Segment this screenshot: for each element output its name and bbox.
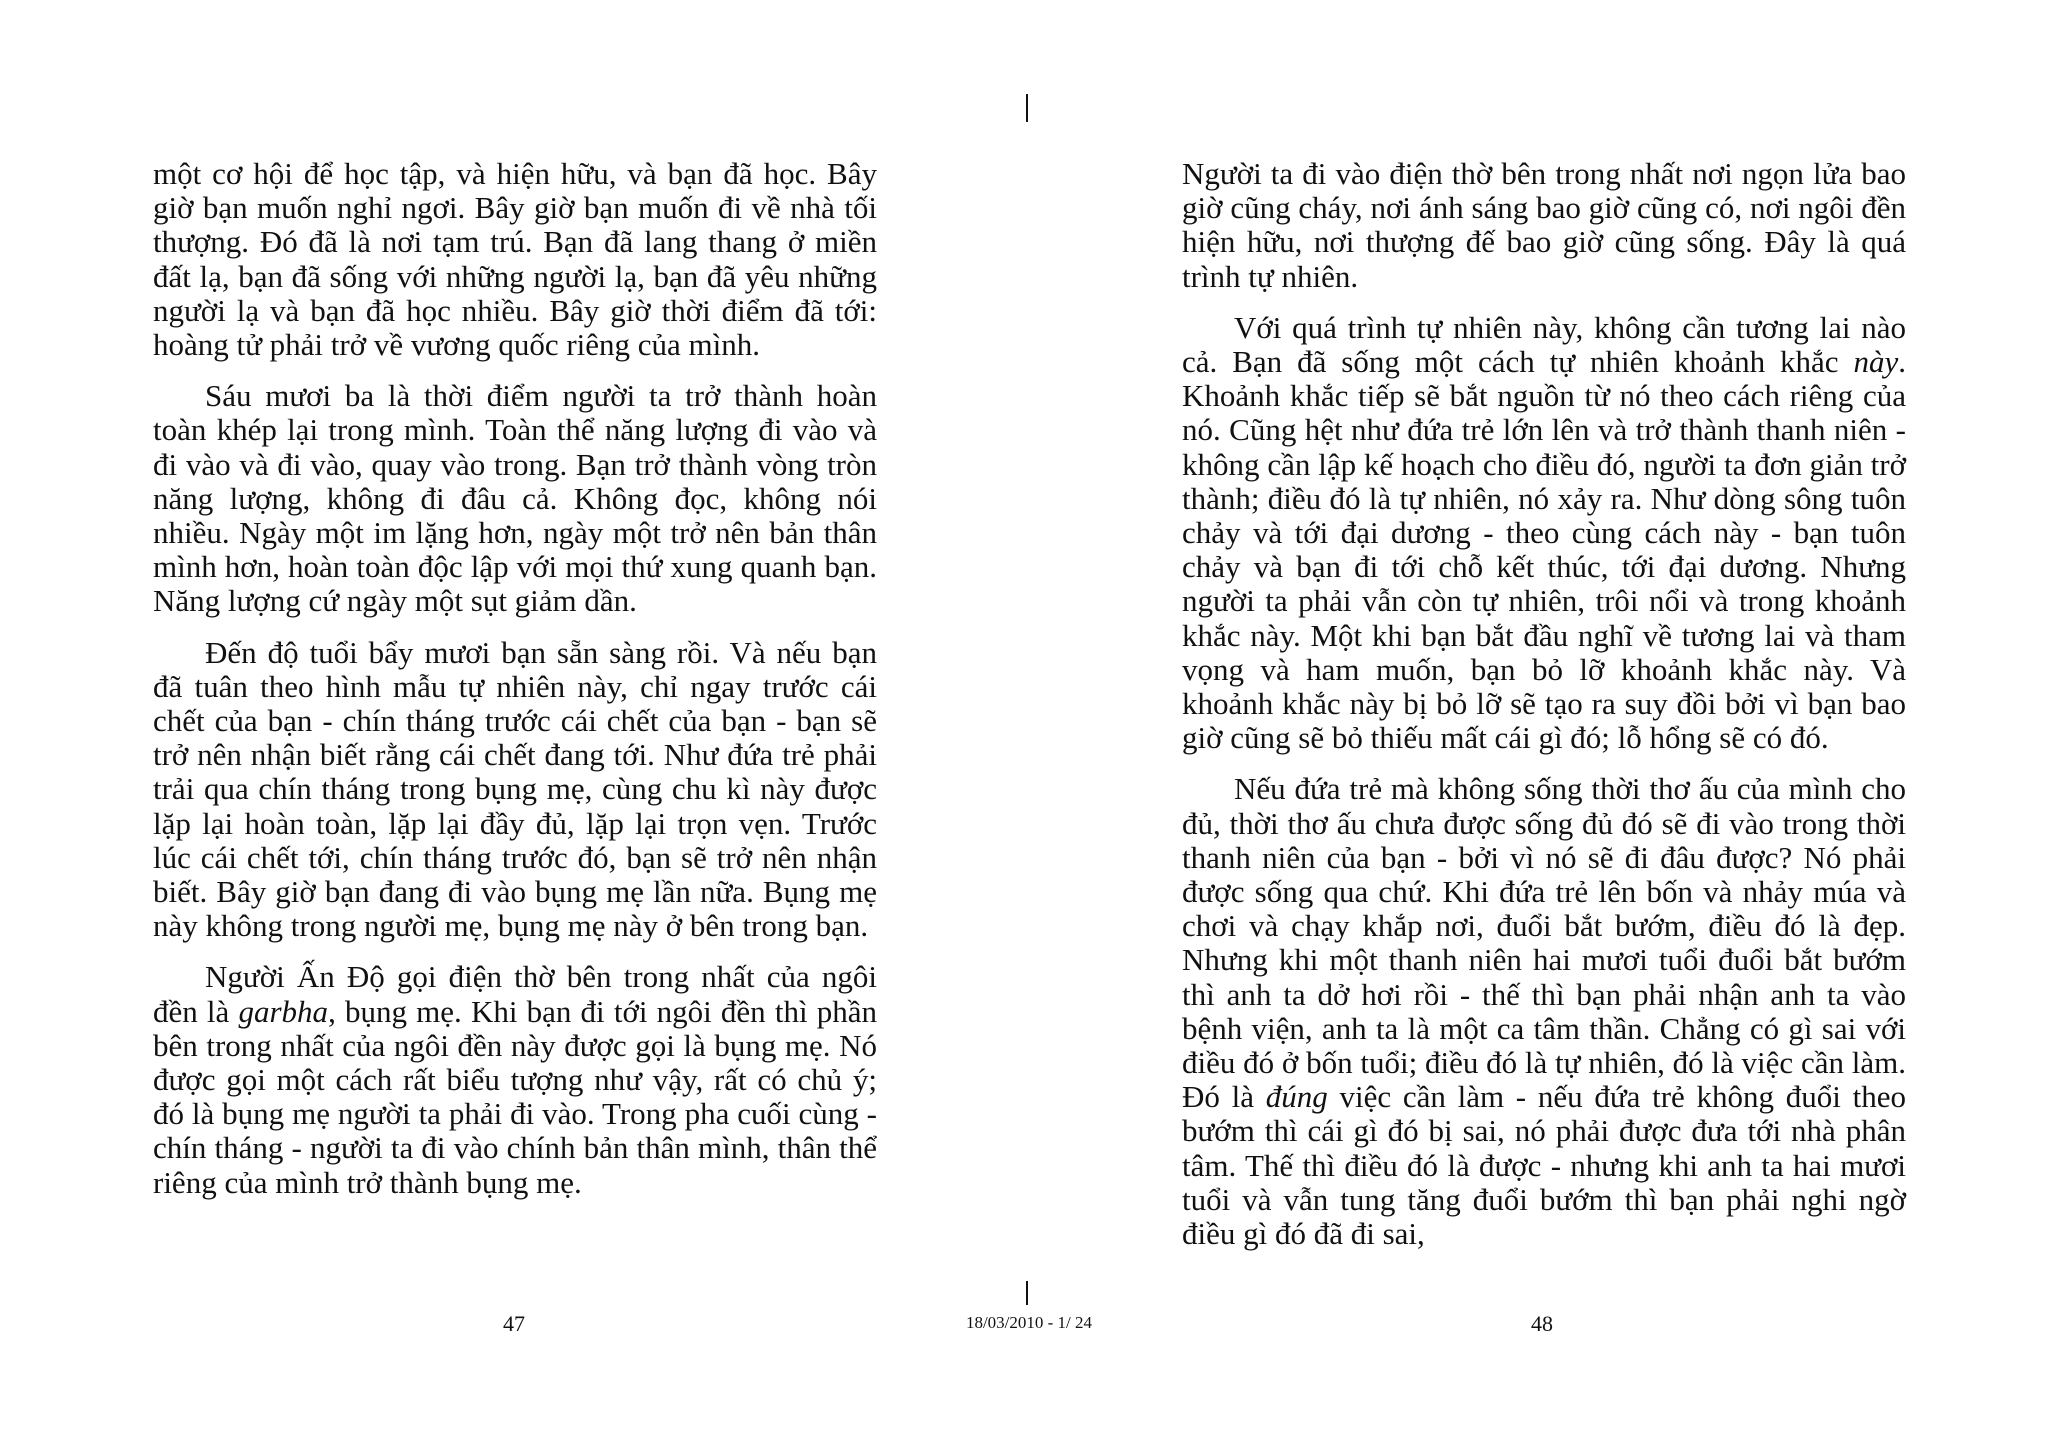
left-paragraph-4-text-b: , bụng mẹ. Khi bạn đi tới ngôi đền thì phần bên trong nhất của ngôi đền này được gọi là bụng mẹ. Nó được gọi một cách rất biểu tượng như vậy, rất có chủ ý; đó là bụng mẹ người ta phải đi vào. Trong pha cuối cùng - chín tháng - người ta đi vào chính bản thân mình, thân thể riêng của mình trở thành bụng mẹ. (153, 993, 877, 1200)
left-paragraph-2-text: Sáu mươi ba là thời điểm người ta trở thành hoàn toàn khép lại trong mình. Toàn thể năng lượng đi vào và đi vào và đi vào, quay vào trong. Bạn trở thành vòng tròn năng lượng, không đi đâu cả. Không đọc, không nói nhiều. Ngày một im lặng hơn, ngày một trở nên bản thân mình hơn, hoàn toàn độc lập với mọi thứ xung quanh bạn. Năng lượng cứ ngày một sụt giảm dần. (153, 378, 877, 619)
right-paragraph-2-text-b: . Khoảnh khắc tiếp sẽ bắt nguồn từ nó theo cách riêng của nó. Cũng hệt như đứa trẻ lớn lên và trở thành thanh niên - không cần lập kế hoạch cho điều đó, người ta đơn giản trở thành; điều đó là tự nhiên, nó xảy ra. Như dòng sông tuôn chảy và tới đại dương - theo cùng cách này - bạn tuôn chảy và bạn đi tới chỗ kết thúc, tới đại dương. Nhưng người ta phải vẫn còn tự nhiên, trôi nổi và trong khoảnh khắc này. Một khi bạn bắt đầu nghĩ về tương lai và tham vọng và ham muốn, bạn bỏ lỡ khoảnh khắc này. Và khoảnh khắc này bị bỏ lỡ sẽ tạo ra suy đồi bởi vì bạn bao giờ cũng sẽ bỏ thiếu mất cái gì đó; lỗ hổng sẽ có đó. (1182, 344, 1906, 756)
right-paragraph-3-text-b: việc cần làm - nếu đứa trẻ không đuổi theo bướm thì cái gì đó bị sai, nó phải được đưa tới nhà phân tâm. Thế thì điều đó là được - nhưng khi anh ta hai mươi tuổi và vẫn tung tăng đuổi bướm thì bạn phải nghi ngờ điều gì đó đã đi sai, (1182, 1079, 1906, 1252)
right-paragraph-2-emphasis: này (1853, 344, 1899, 380)
left-paragraph-3-text: Đến độ tuổi bẩy mươi bạn sẵn sàng rồi. Và nếu bạn đã tuân theo hình mẫu tự nhiên này, chỉ ngay trước cái chết của bạn - chín tháng trước cái chết của bạn - bạn sẽ trở nên nhận biết rằng cái chết đang tới. Như đứa trẻ phải trải qua chín tháng trong bụng mẹ, cùng chu kì này được lặp lại hoàn toàn, lặp lại đầy đủ, lặp lại trọn vẹn. Trước lúc cái chết tới, chín tháng trước đó, bạn sẽ trở nên nhận biết. Bây giờ bạn đang đi vào bụng mẹ lần nữa. Bụng mẹ này không trong người mẹ, bụng mẹ này ở bên trong bạn. (153, 634, 877, 944)
left-paragraph-4-emphasis: garbha (238, 993, 329, 1029)
left-paragraph-2 (153, 379, 877, 618)
left-paragraph-1-text: một cơ hội để học tập, và hiện hữu, và bạn đã học. Bây giờ bạn muốn nghỉ ngơi. Bây giờ bạn muốn đi về nhà tối thượng. Đó đã là nơi tạm trú. Bạn đã lang thang ở miền đất lạ, bạn đã sống với những người lạ, bạn đã yêu những người lạ và bạn đã học nhiều. Bây giờ thời điểm đã tới: hoàng tử phải trở về vương quốc riêng của mình. (153, 156, 877, 363)
right-paragraph-2-text-a: Với quá trình tự nhiên này, không cần tương lai nào cả. Bạn đã sống một cách tự nhiên khoảnh khắc (1182, 309, 1906, 380)
right-paragraph-2 (1182, 311, 1906, 756)
left-paragraph-4-text-a: Người Ấn Độ gọi điện thờ bên trong nhất của ngôi đền là (153, 959, 877, 1029)
left-page-number: 47 (503, 1311, 525, 1336)
footer-date-stamp: 18/03/2010 - 1/ 24 (965, 1313, 1093, 1332)
left-paragraph-4 (153, 960, 877, 1199)
bottom-center-mark (1026, 1281, 1028, 1305)
right-paragraph-1 (1182, 157, 1906, 294)
right-page-text (1182, 157, 1906, 1268)
right-paragraph-3-emphasis: đúng (1265, 1079, 1328, 1115)
right-paragraph-1-text: Người ta đi vào điện thờ bên trong nhất nơi ngọn lửa bao giờ cũng cháy, nơi ánh sáng bao giờ cũng có, nơi ngôi đền hiện hữu, nơi thượng đế bao giờ cũng sống. Đây là quá trình tự nhiên. (1182, 156, 1906, 294)
left-paragraph-3 (153, 636, 877, 944)
right-paragraph-3 (1182, 772, 1906, 1251)
right-paragraph-3-text-a: Nếu đứa trẻ mà không sống thời thơ ấu của mình cho đủ, thời thơ ấu chưa được sống đủ đó sẽ đi vào trong thời thanh niên của bạn - bởi vì nó sẽ đi đâu được? Nó phải được sống qua chứ. Khi đứa trẻ lên bốn và nhảy múa và chơi và chạy khắp nơi, đuổi bắt bướm, điều đó là đẹp. Nhưng khi một thanh niên hai mươi tuổi đuổi bắt bướm thì anh ta dở hơi rồi - thế thì bạn phải nhận anh ta vào bệnh viện, anh ta là một ca tâm thần. Chẳng có gì sai với điều đó ở bốn tuổi; điều đó là tự nhiên, đó là việc cần làm. Đó là (1182, 771, 1906, 1115)
top-center-mark (1026, 94, 1028, 122)
left-paragraph-1 (153, 157, 877, 362)
right-page-number: 48 (1531, 1311, 1553, 1336)
left-page-text (153, 157, 877, 1217)
